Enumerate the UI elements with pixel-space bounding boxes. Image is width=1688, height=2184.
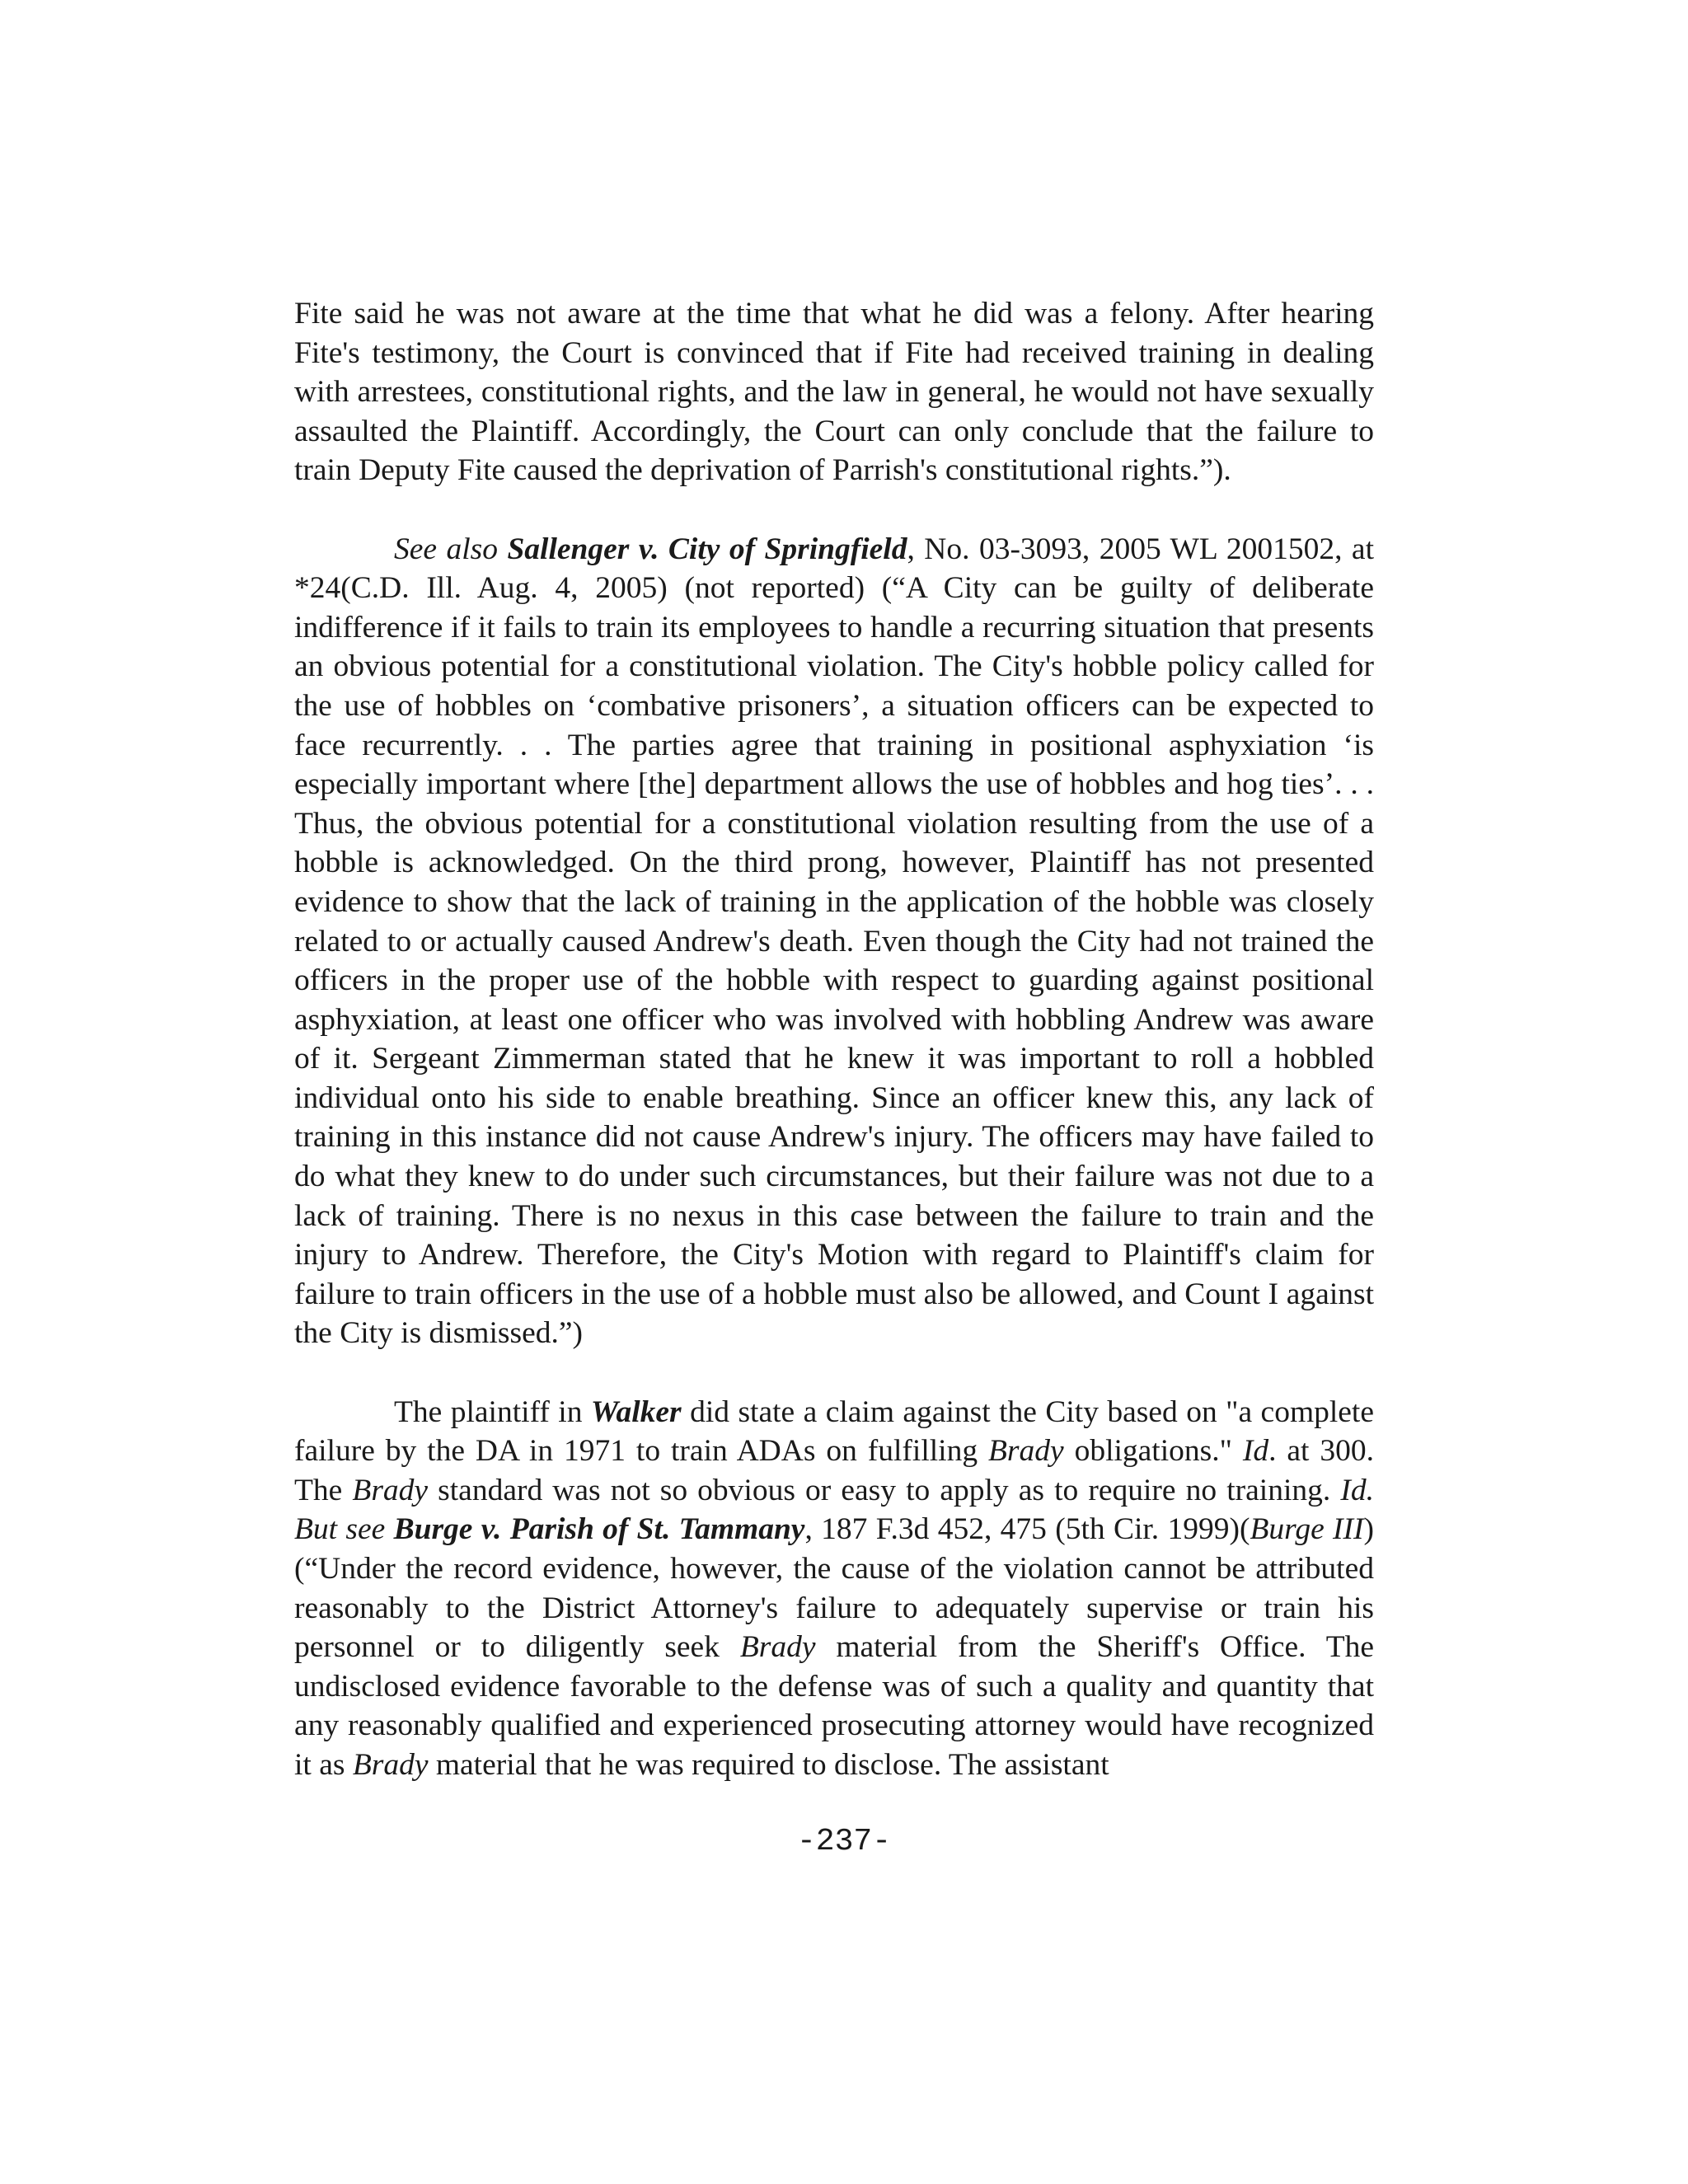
walker-text-2: did state a claim against the City based on "a complete failure by the DA in 1971 to train ADAs on fulfilling [294,1394,1374,1469]
paragraph-walker [294,1393,1374,1785]
walker-text-9: ) (“Under the record evidence, however, the cause of the violation cannot be attributed reasonably to the District Attorney's failure to adequately supervise or train his personnel or to diligently seek [294,1512,1374,1665]
brady-ref-2: Brady [352,1473,429,1507]
brady-ref-3: Brady [739,1630,816,1665]
walker-text-11: material that he was required to disclose. The assistant [428,1747,1109,1782]
walker-text-10: material from the Sheriff's Office. The undisclosed evidence favorable to the defense was of such a quality and quantity that any reasonably qualified and experienced prosecuting attorney would have recognized it as [294,1630,1374,1782]
id-ref-2: Id. [1340,1473,1374,1507]
walker-text-8: , 187 F.3d 452, 475 (5th Cir. 1999)( [804,1512,1250,1547]
burge-iii-ref: Burge III [1250,1512,1364,1547]
case-name-burge: Burge v. Parish of St. Tammany [393,1512,805,1547]
brady-ref-4: Brady [352,1747,429,1782]
body-text [294,294,1374,1824]
walker-text-7 [385,1512,393,1546]
case-name-sallenger: Sallenger v. City of Springfield [507,532,907,566]
walker-text-5: standard was not so obvious or easy to apply as to require no training. [428,1473,1341,1507]
citation-signal-but-see: But see [294,1512,386,1547]
case-name-walker: Walker [590,1394,682,1429]
page-number: -237- [796,1824,892,1859]
walker-text-1: The plaintiff in [394,1394,591,1429]
sallenger-quote-text: , No. 03-3093, 2005 WL 2001502, at *24(C.D. Ill. Aug. 4, 2005) (not reported) (“A City can be guilty of deliberate indifference if it fails to train its employees to handle a recurring situation that presents an obvious potential for a constitutional violation. The City's hobble policy called for the use of hobbles on ‘combative prisoners’, a situation officers can be expected to face recurrently. . . The parties agree that training in positional asphyxiation ‘is especially important where [the] department allows the use of hobbles and hog ties’. . . Thus, the obvious potential for a constitutional violation resulting from the use of a hobble is acknowledged. On the third prong, however, Plaintiff has not presented evidence to show that the lack of training in the application of the hobble was closely related to or actually caused Andrew's death. Even though the City had not trained the officers in the proper use of the hobble with respect to guarding against positional asphyxiation, at least one officer who was involved with hobbling Andrew was aware of it. Sergeant Zimmerman stated that he knew it was important to roll a hobbled individual onto his side to enable breathing. Since an officer knew this, any lack of training in this instance did not cause Andrew's injury. The officers may have failed to do what they knew to do under such circumstances, but their failure was not due to a lack of training. There is no nexus in this case between the failure to train and the injury to Andrew. Therefore, the City's Motion with regard to Plaintiff's claim for failure to train officers in the use of a hobble must also be allowed, and Count I against the City is dismissed.”) [294,532,1374,1351]
fite-quote-text: Fite said he was not aware at the time that what he did was a felony. After hearing Fite's testimony, the Court is convinced that if Fite had received training in dealing with arrestees, constitutional rights, and the law in general, he would not have sexually assaulted the Plaintiff. Accordingly, the Court can only conclude that the failure to train Deputy Fite caused the deprivation of Parrish's constitutional rights.”). [294,297,1374,488]
paragraph-fite-quote [294,294,1374,490]
walker-text-4: . at 300. The [294,1434,1374,1507]
brady-ref-1: Brady [988,1434,1064,1469]
walker-text-3: obligations." [1063,1434,1243,1469]
paragraph-sallenger [294,530,1374,1353]
citation-signal: See also [394,532,498,566]
id-ref-1: Id [1242,1434,1269,1469]
